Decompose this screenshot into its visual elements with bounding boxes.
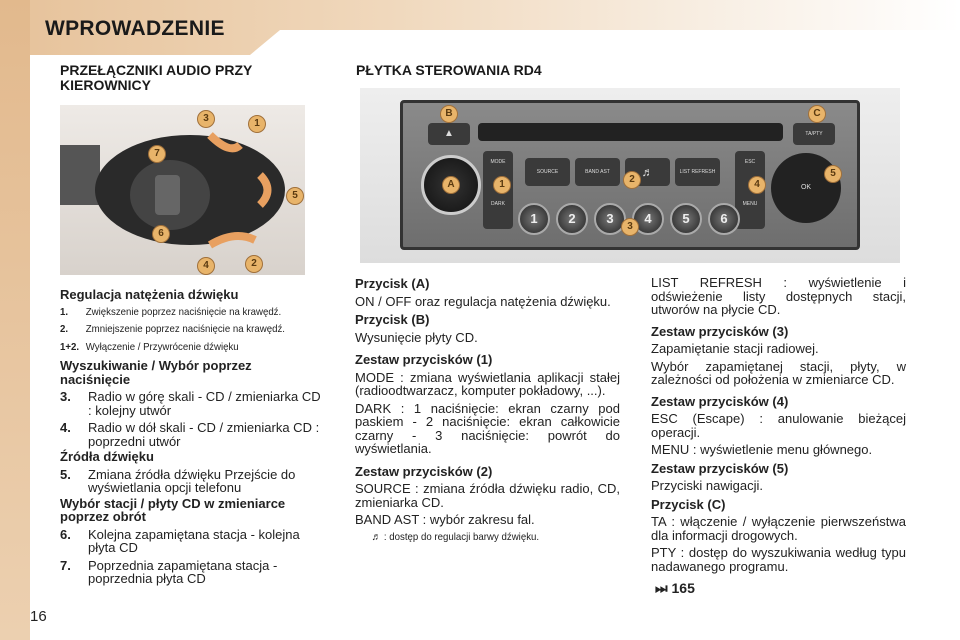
eject-button[interactable]: ▲ (428, 123, 470, 145)
list-refresh-text: LIST REFRESH : wyświetlenie i odświeżenie listy dostępnych stacji, utworów na płycie CD. (651, 275, 906, 317)
button-a-heading: Przycisk (A) (355, 276, 430, 291)
preset-4[interactable]: 4 (632, 203, 664, 235)
set-3-heading: Zestaw przycisków (3) (651, 323, 789, 339)
sound-settings-button[interactable]: ♬ (625, 158, 670, 186)
item-text: Kolejna zapamiętana stacja - kolejna płyta CD (88, 526, 300, 555)
label-a: A (442, 176, 460, 194)
item-number: 7. (60, 557, 71, 573)
ta-pty-button[interactable]: TA/PTY (793, 123, 835, 145)
label-3: 3 (197, 110, 215, 128)
page-title: WPROWADZENIE (45, 17, 225, 40)
note-text: : dostęp do regulacji barwy dźwięku. (383, 530, 540, 543)
preset-2[interactable]: 2 (556, 203, 588, 235)
radio-panel-heading: PŁYTKA STEROWANIA RD4 (356, 62, 542, 78)
preset-1[interactable]: 1 (518, 203, 550, 235)
skip-forward-icon: ⏭ (655, 580, 668, 596)
page-reference[interactable] (655, 580, 695, 597)
label-2: 2 (245, 255, 263, 273)
set-4-menu: MENU : wyświetlenie menu głównego. (651, 442, 873, 457)
middle-column (355, 272, 620, 544)
item-text: Zmiana źródła dźwięku Przejście do wyświetlania opcji telefonu (88, 466, 296, 495)
list-item (60, 390, 325, 417)
item-number: 3. (60, 389, 71, 404)
set-2-band: BAND AST : wybór zakresu fal. (355, 512, 535, 527)
reference-page-number: 165 (671, 580, 695, 596)
set-4-esc: ESC (Escape) : anulowanie bieżącej operacji. (651, 411, 906, 440)
preset-5[interactable]: 5 (670, 203, 702, 235)
set-1-mode: MODE : zmiana wyświetlania aplikacji stałej (radioodtwarzacz, komputer pokładowy, ...). (355, 369, 620, 398)
button-c-heading: Przycisk (C) (651, 496, 726, 512)
item-number: 5. (60, 466, 71, 482)
list-item (60, 341, 304, 355)
set-2-note (355, 531, 599, 545)
preset-3[interactable]: 3 (594, 203, 626, 235)
cd-slot (478, 123, 783, 141)
right-column (651, 272, 906, 573)
item-text: Zmniejszenie poprzez naciśnięcie na krawędź. (85, 323, 285, 335)
source-button[interactable]: SOURCE (525, 158, 570, 186)
item-number: 2. (60, 323, 69, 335)
steering-controls-heading: PRZEŁĄCZNIKI AUDIO PRZY KIEROWNICY (60, 62, 253, 93)
set-3-text-a: Zapamiętanie stacji radiowej. (651, 341, 819, 356)
button-c-pty: PTY : dostęp do wyszukiwania według typu nadawanego programu. (651, 545, 906, 574)
button-b-text: Wysunięcie płyty CD. (355, 329, 478, 345)
item-text: Wyłączenie / Przywrócenie dźwięku (85, 340, 239, 353)
steering-switch-image (60, 105, 305, 275)
label-1: 1 (248, 115, 266, 133)
label-group-4: 4 (748, 176, 766, 194)
set-1-dark: DARK : 1 naciśnięcie: ekran czarny pod paskiem - 2 naciśnięcie: ekran całkowicie czarny - 3 naciśnięcie: powrót do wyświetlania. (355, 400, 620, 456)
item-text: Zwiększenie poprzez naciśnięcie na krawędź. (85, 305, 282, 318)
label-4: 4 (197, 257, 215, 275)
list-item (60, 528, 325, 555)
item-text: Poprzednia zapamiętana stacja - poprzednia płyta CD (88, 557, 278, 586)
left-band (0, 0, 30, 640)
source-heading: Źródła dźwięku (60, 449, 154, 464)
button-b-heading: Przycisk (B) (355, 312, 430, 327)
item-number: 6. (60, 526, 71, 542)
label-group-1: 1 (493, 176, 511, 194)
button-c-ta: TA : włączenie / wyłączenie pierwszeństwa dla informacji drogowych. (651, 514, 906, 543)
button-a-text: ON / OFF oraz regulacja natężenia dźwięku. (355, 293, 611, 309)
esc-label: ESC (744, 159, 756, 165)
label-group-2: 2 (623, 171, 641, 189)
label-5: 5 (286, 187, 304, 205)
label-group-3: 3 (621, 218, 639, 236)
list-item (60, 468, 325, 495)
item-text: Radio w górę skali - CD / zmieniarka CD : kolejny utwór (88, 389, 321, 418)
item-number: 4. (60, 420, 71, 435)
menu-label: MENU (742, 201, 758, 207)
set-1-heading: Zestaw przycisków (1) (355, 352, 493, 367)
page-number: 16 (30, 608, 47, 625)
set-4-heading: Zestaw przycisków (4) (651, 393, 789, 409)
label-6: 6 (152, 225, 170, 243)
navigation-pad[interactable]: OK (771, 153, 841, 223)
preset-6[interactable]: 6 (708, 203, 740, 235)
item-number: 1+2. (60, 340, 80, 353)
set-5-text: Przyciski nawigacji. (651, 478, 763, 493)
list-item (60, 323, 304, 337)
list-item (60, 559, 325, 586)
label-7: 7 (148, 145, 166, 163)
station-heading: Wybór stacji / płyty CD w zmieniarce poprzez obrót (60, 495, 286, 524)
item-text: Radio w dół skali - CD / zmieniarka CD : poprzedni utwór (88, 420, 320, 449)
item-number: 1. (60, 305, 69, 318)
dark-label: DARK (491, 201, 505, 207)
set-5-heading: Zestaw przycisków (5) (651, 460, 789, 476)
list-item (60, 421, 325, 448)
set-2-heading: Zestaw przycisków (2) (355, 463, 493, 479)
label-b: B (440, 105, 458, 123)
search-heading: Wyszukiwanie / Wybór poprzez naciśnięcie (60, 358, 252, 387)
band-ast-button[interactable]: BAND AST (575, 158, 620, 186)
list-item (60, 306, 304, 320)
music-note-icon: ♬ (371, 530, 382, 543)
set-3-text-b: Wybór zapamiętanej stacji, płyty, w zależności od położenia w zmieniarce CD. (651, 358, 906, 387)
label-group-5: 5 (824, 165, 842, 183)
left-column (60, 283, 325, 586)
radio-panel-image (360, 88, 900, 263)
set-2-source: SOURCE : zmiana źródła dźwięku radio, CD, zmieniarka CD. (355, 481, 620, 510)
mode-label: MODE (490, 159, 506, 165)
list-refresh-button[interactable]: LIST REFRESH (675, 158, 720, 186)
volume-heading: Regulacja natężenia dźwięku (60, 287, 239, 302)
label-c: C (808, 105, 826, 123)
